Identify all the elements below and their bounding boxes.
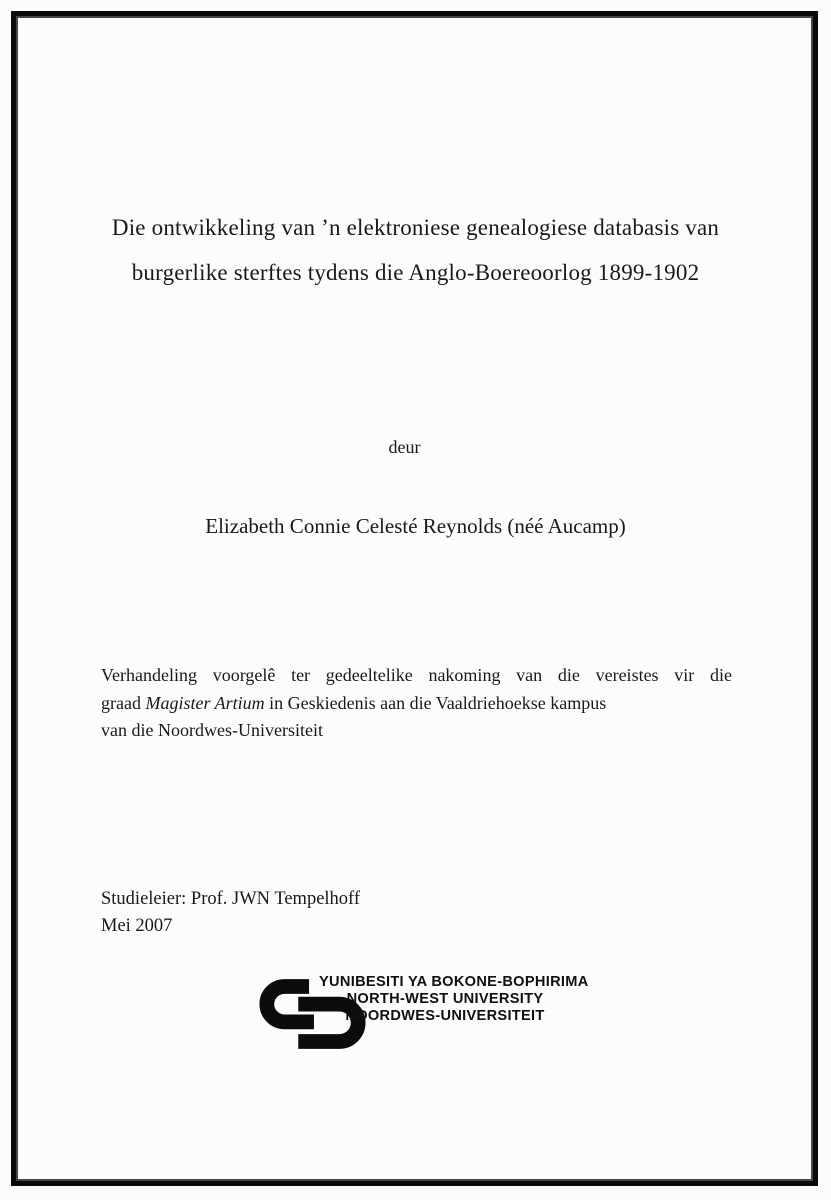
statement-line-2	[101, 690, 732, 718]
statement-line-3: van die Noordwes-Universiteit	[101, 720, 323, 740]
supervisor-line: Studieleier: Prof. JWN Tempelhoff	[101, 889, 361, 909]
byline-deur: deur	[388, 437, 421, 457]
logo-text-line-1: YUNIBESITI YA BOKONE-BOPHIRIMA	[319, 974, 589, 990]
date-line: Mei 2007	[101, 915, 173, 936]
statement-degree-name: Magister Artium	[145, 692, 265, 713]
title-line-2: burgerlike sterftes tydens die Anglo-Boereoorlog 1899-1902	[131, 260, 700, 285]
author-name: Elizabeth Connie Celesté Reynolds (néé Aucamp)	[205, 514, 626, 538]
logo-text-line-3: NOORDWES-UNIVERSITEIT	[345, 1008, 545, 1024]
title-line-1: Die ontwikkeling van ’n elektroniese genealogiese databasis van	[111, 215, 720, 240]
logo-text-line-2: NORTH-WEST UNIVERSITY	[346, 991, 544, 1007]
statement-line-1: Verhandeling voorgelê ter gedeeltelike nakoming van die vereistes vir die	[101, 665, 732, 685]
supervisor-block	[101, 886, 360, 939]
statement-line-2-post: in Geskiedenis aan die Vaaldriehoekse kampus	[264, 692, 607, 713]
university-logo-text	[319, 974, 589, 1025]
statement-line-2-pre: graad	[101, 692, 146, 713]
degree-statement	[101, 662, 732, 745]
thesis-title	[50, 205, 781, 295]
university-logo	[257, 970, 589, 1054]
